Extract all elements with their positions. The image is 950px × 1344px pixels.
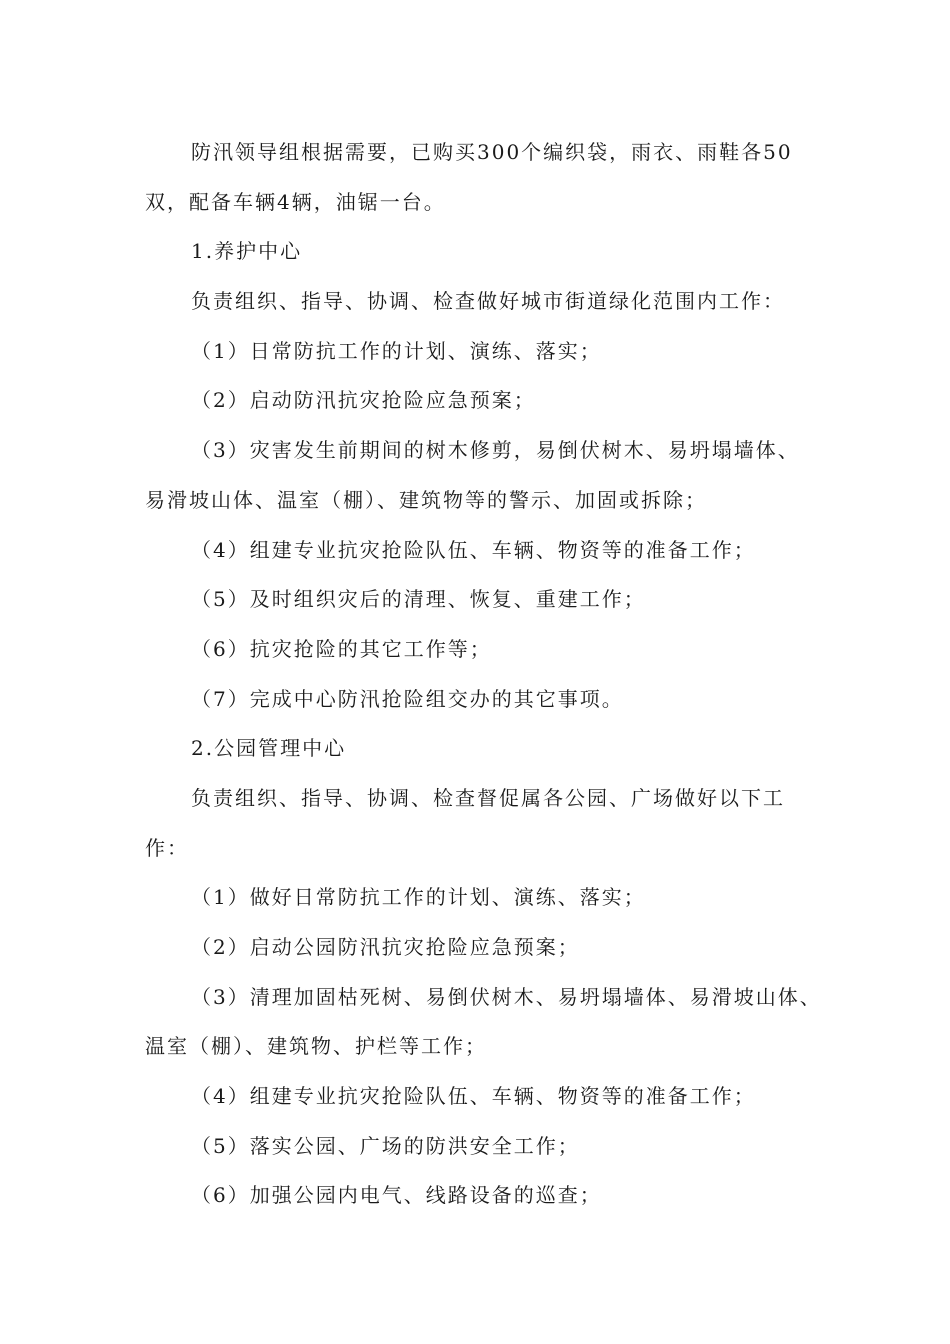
paragraph-line: 负责组织、指导、协调、检查督促属各公园、广场做好以下工 [191, 785, 785, 810]
list-item: （7）完成中心防汛抢险组交办的其它事项。 [191, 686, 624, 711]
list-item: （5）及时组织灾后的清理、恢复、重建工作； [191, 587, 646, 612]
paragraph-line: 防汛领导组根据需要，已购买300个编织袋，雨衣、雨鞋各50 [191, 140, 793, 164]
list-item-continuation: 易滑坡山体、温室（棚）、建筑物等的警示、加固或拆除； [145, 487, 707, 512]
list-item: （1）日常防抗工作的计划、演练、落实； [191, 338, 602, 363]
list-item: （6）抗灾抢险的其它工作等； [191, 636, 492, 661]
paragraph-line: 负责组织、指导、协调、检查做好城市街道绿化范围内工作： [191, 289, 785, 314]
list-item: （3）清理加固枯死树、易倒伏树木、易坍塌墙体、易滑坡山体、 [191, 984, 822, 1009]
list-item: （2）启动防汛抗灾抢险应急预案； [191, 388, 536, 413]
list-item: （2）启动公园防汛抗灾抢险应急预案； [191, 935, 580, 959]
document-body [145, 128, 825, 1221]
list-item: （1）做好日常防抗工作的计划、演练、落实； [191, 885, 646, 910]
section-heading: 2.公园管理中心 [191, 736, 347, 761]
list-item: （3）灾害发生前期间的树木修剪，易倒伏树木、易坍塌墙体、 [191, 438, 800, 463]
list-item-continuation: 温室（棚）、建筑物、护栏等工作； [145, 1034, 487, 1059]
list-item: （4）组建专业抗灾抢险队伍、车辆、物资等的准备工作； [191, 1084, 756, 1109]
list-item: （4）组建专业抗灾抢险队伍、车辆、物资等的准备工作； [191, 537, 756, 562]
list-item: （5）落实公园、广场的防洪安全工作； [191, 1133, 580, 1158]
list-item: （6）加强公园内电气、线路设备的巡查； [191, 1183, 602, 1208]
section-heading: 1.养护中心 [191, 239, 303, 264]
paragraph-line: 双，配备车辆4辆，油锯一台。 [145, 189, 446, 214]
paragraph-line-continuation: 作： [145, 835, 189, 860]
